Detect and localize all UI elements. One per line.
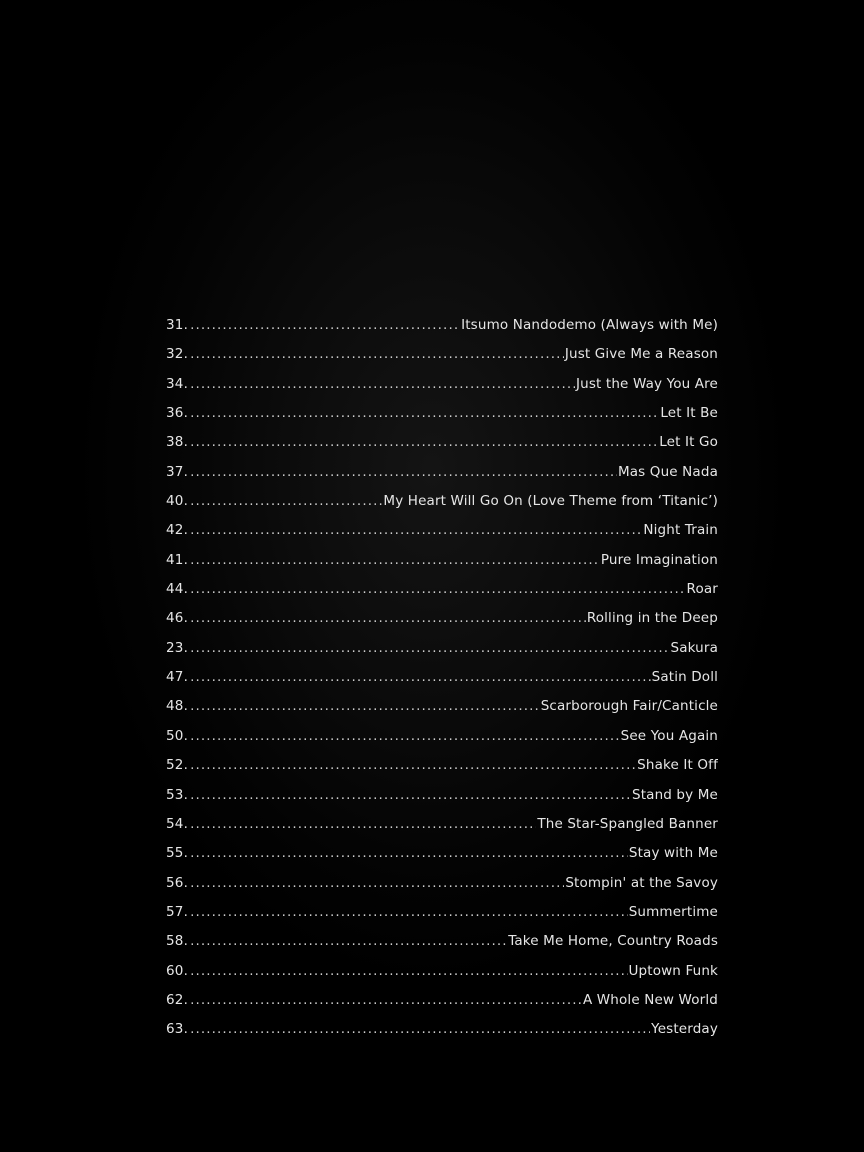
dot-leader xyxy=(190,581,685,597)
toc-page-number: 40. xyxy=(166,493,189,510)
toc-page-number: 62. xyxy=(166,991,189,1008)
toc-song-title: Let It Be xyxy=(660,405,718,422)
toc-song-title: Night Train xyxy=(643,522,718,539)
toc-song-title: My Heart Will Go On (Love Theme from ‘Titanic’) xyxy=(383,493,718,510)
toc-song-title: Take Me Home, Country Roads xyxy=(508,933,718,950)
toc-entry xyxy=(166,875,718,904)
toc-song-title: Sakura xyxy=(670,639,718,656)
toc-page-number: 54. xyxy=(166,815,189,832)
toc-page-number: 36. xyxy=(166,405,189,422)
toc-page-number: 44. xyxy=(166,581,189,598)
dot-leader xyxy=(190,875,564,891)
toc-entry xyxy=(166,640,718,669)
toc-entry xyxy=(166,552,718,581)
toc-page-number: 60. xyxy=(166,962,189,979)
dot-leader xyxy=(190,610,586,626)
toc-entry xyxy=(166,757,718,786)
toc-entry xyxy=(166,346,718,375)
toc-page-number: 58. xyxy=(166,933,189,950)
toc-entry xyxy=(166,405,718,434)
dot-leader xyxy=(190,963,627,979)
toc-song-title: A Whole New World xyxy=(582,991,718,1008)
toc-song-title: Summertime xyxy=(628,903,718,920)
dot-leader xyxy=(190,669,651,685)
toc-song-title: Just Give Me a Reason xyxy=(564,346,718,363)
dot-leader xyxy=(190,904,628,920)
toc-song-title: Let It Go xyxy=(659,434,718,451)
toc-page-number: 63. xyxy=(166,1021,189,1038)
toc-song-title: Rolling in the Deep xyxy=(586,610,718,627)
dot-leader xyxy=(190,845,628,861)
dot-leader xyxy=(190,317,460,333)
dot-leader xyxy=(190,405,659,421)
toc-entry xyxy=(166,933,718,962)
dot-leader xyxy=(190,493,382,509)
toc-song-title: Scarborough Fair/Canticle xyxy=(540,698,718,715)
dot-leader xyxy=(190,640,669,656)
toc-page-number: 55. xyxy=(166,845,189,862)
toc-page-number: 47. xyxy=(166,669,189,686)
dot-leader xyxy=(190,552,600,568)
toc-song-title: See You Again xyxy=(620,727,718,744)
dot-leader xyxy=(190,933,507,949)
toc-song-title: Stay with Me xyxy=(628,845,718,862)
toc-song-title: Satin Doll xyxy=(651,669,718,686)
table-of-contents xyxy=(166,317,718,1051)
dot-leader xyxy=(190,434,658,450)
toc-entry xyxy=(166,610,718,639)
dot-leader xyxy=(190,1021,650,1037)
toc-entry xyxy=(166,992,718,1021)
toc-entry xyxy=(166,728,718,757)
toc-page-number: 56. xyxy=(166,874,189,891)
dot-leader xyxy=(190,728,620,744)
dot-leader xyxy=(190,522,642,538)
dot-leader xyxy=(190,346,564,362)
dot-leader xyxy=(190,757,636,773)
toc-entry xyxy=(166,904,718,933)
toc-page-number: 34. xyxy=(166,375,189,392)
toc-song-title: The Star-Spangled Banner xyxy=(537,815,718,832)
toc-song-title: Itsumo Nandodemo (Always with Me) xyxy=(461,317,718,333)
toc-entry xyxy=(166,816,718,845)
dot-leader xyxy=(190,376,575,392)
toc-entry xyxy=(166,669,718,698)
dot-leader xyxy=(190,787,631,803)
dot-leader xyxy=(190,464,617,480)
toc-page-number: 38. xyxy=(166,434,189,451)
toc-song-title: Pure Imagination xyxy=(600,551,718,568)
toc-page-number: 57. xyxy=(166,903,189,920)
toc-song-title: Uptown Funk xyxy=(628,962,718,979)
toc-entry xyxy=(166,845,718,874)
toc-song-title: Stompin' at the Savoy xyxy=(565,874,718,891)
toc-page-number: 50. xyxy=(166,727,189,744)
toc-page-number: 46. xyxy=(166,610,189,627)
toc-page-number: 31. xyxy=(166,317,189,333)
dot-leader xyxy=(190,816,536,832)
toc-page-number: 32. xyxy=(166,346,189,363)
toc-page-number: 48. xyxy=(166,698,189,715)
toc-entry xyxy=(166,493,718,522)
toc-entry xyxy=(166,1021,718,1050)
toc-entry xyxy=(166,698,718,727)
toc-entry xyxy=(166,787,718,816)
toc-page-number: 37. xyxy=(166,463,189,480)
dot-leader xyxy=(190,992,582,1008)
toc-page-number: 53. xyxy=(166,786,189,803)
toc-entry xyxy=(166,963,718,992)
toc-song-title: Yesterday xyxy=(651,1021,718,1038)
toc-page-number: 23. xyxy=(166,639,189,656)
toc-song-title: Stand by Me xyxy=(631,786,718,803)
toc-entry xyxy=(166,464,718,493)
toc-song-title: Roar xyxy=(686,581,718,598)
toc-entry xyxy=(166,434,718,463)
toc-song-title: Shake It Off xyxy=(637,757,718,774)
toc-entry xyxy=(166,317,718,346)
toc-page-number: 42. xyxy=(166,522,189,539)
dot-leader xyxy=(190,698,540,714)
toc-entry xyxy=(166,581,718,610)
toc-page-number: 52. xyxy=(166,757,189,774)
toc-page-number: 41. xyxy=(166,551,189,568)
toc-entry xyxy=(166,522,718,551)
toc-song-title: Just the Way You Are xyxy=(576,375,718,392)
toc-entry xyxy=(166,376,718,405)
toc-song-title: Mas Que Nada xyxy=(617,463,718,480)
